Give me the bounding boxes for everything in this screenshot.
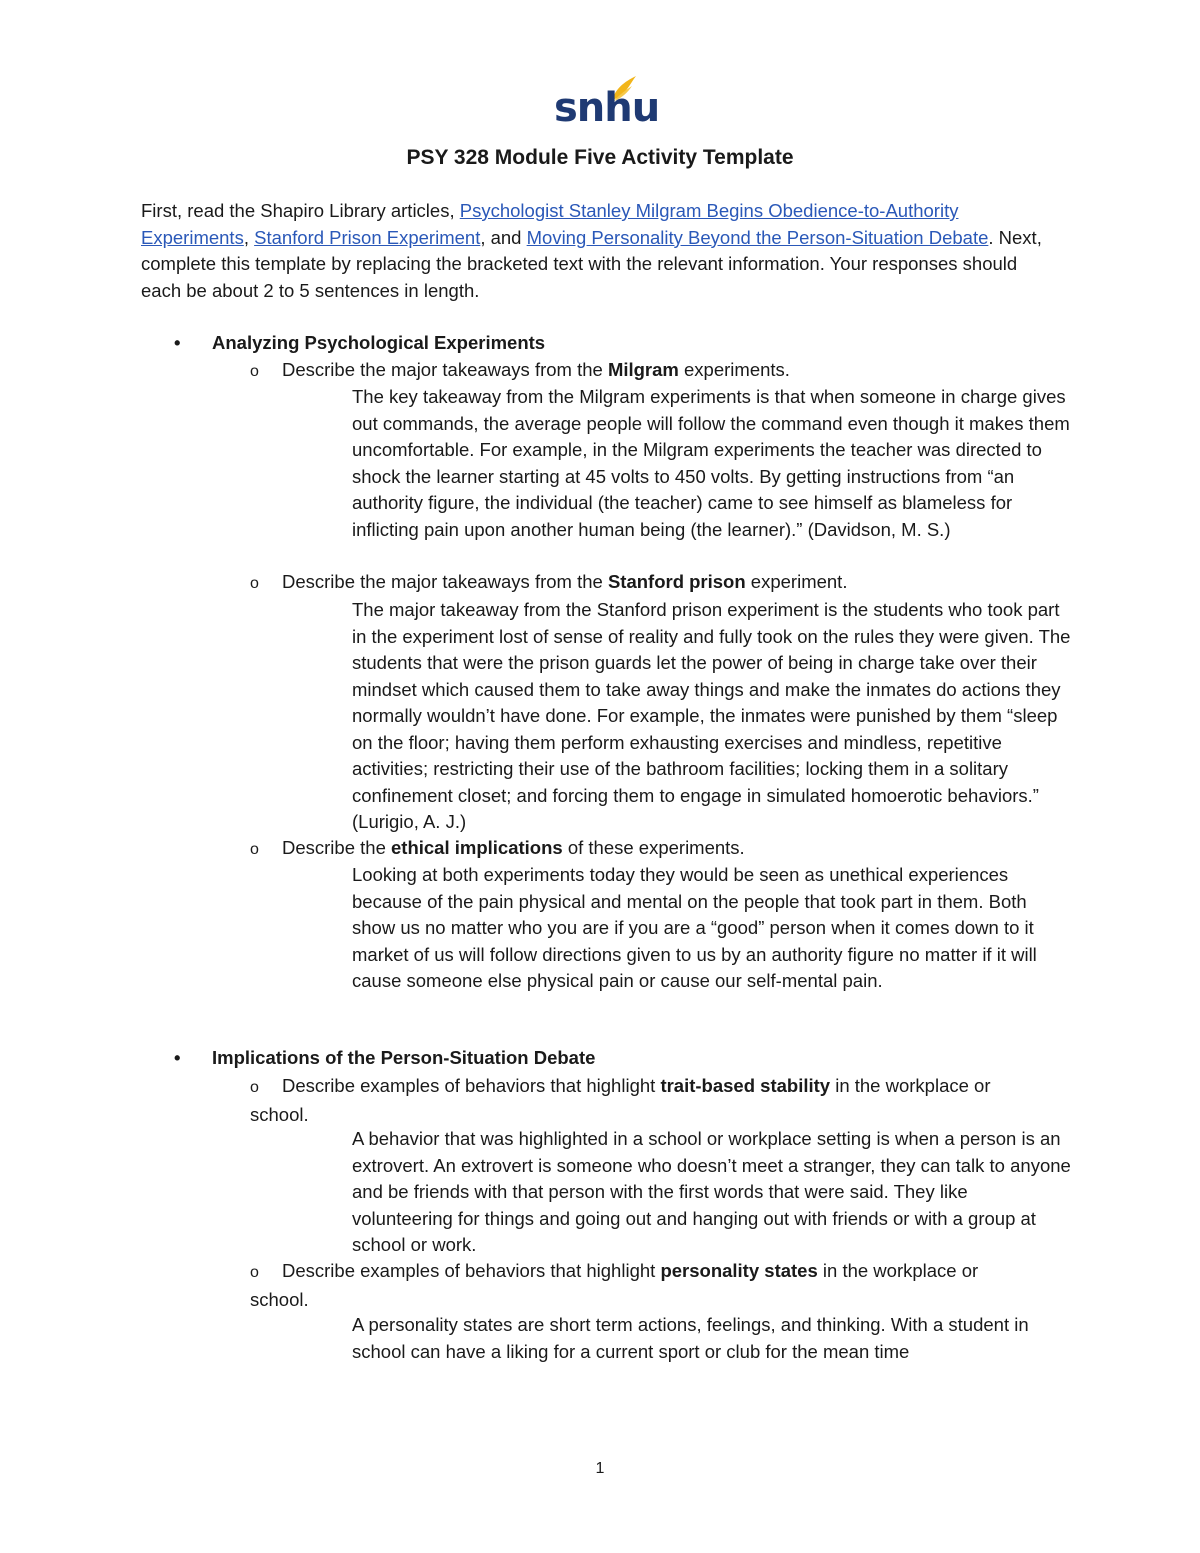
question-pre: Describe examples of behaviors that highlight (282, 1260, 661, 1281)
question-post: experiments. (678, 359, 790, 380)
question-bold: trait-based stability (660, 1075, 831, 1096)
question-bold: ethical implications (391, 837, 563, 858)
question-bold: Milgram (607, 359, 679, 380)
question-post: in the workplace or school. (250, 1260, 979, 1310)
link-milgram-article[interactable]: Psychologist Stanley Milgram Begins Obedience-to-Authority Experiments (141, 200, 959, 248)
question-bold: personality states (660, 1260, 818, 1281)
answer-stanford: The major takeaway from the Stanford prison experiment is the students who took part in the experiment lost of sense of reality and fully took on the rules they were given. The students that were the prison guards let the power of being in charge take over their mindset which caused them to take away things and make the inmates do actions they normally wouldn’t have done. For example, the inmates were punished by them “sleep on the floor; having them perform exhausting exercises and mindless, repetitive activities; restricting their use of the bathroom facilities; locking them in a solitary confinement closet; and forcing them to engage in simulated homoerotic behaviors.” (Lurigio, A. J.) (352, 599, 1071, 832)
section-heading-text: Implications of the Person-Situation Debate (212, 1047, 596, 1068)
sub-bullet-icon: o (250, 841, 259, 858)
question-personality-states (250, 1258, 1030, 1313)
intro-tail: . Next, complete this template by replacing the bracketed text with the relevant information. Your responses should each be about 2 to 5 sentences in length. (141, 226, 1042, 301)
question-milgram (250, 357, 1070, 386)
question-pre: Describe the major takeaways from the (282, 359, 608, 380)
intro-lead: First, read the Shapiro Library articles, (141, 200, 460, 221)
bullet-icon: • (174, 1047, 181, 1068)
question-post: experiment. (745, 571, 848, 592)
link-stanford-article[interactable]: Stanford Prison Experiment (254, 226, 481, 248)
snhu-logo (548, 74, 660, 134)
sub-bullet-icon: o (250, 1079, 259, 1096)
question-bold: Stanford prison (607, 571, 746, 592)
section-heading-text: Analyzing Psychological Experiments (212, 332, 546, 353)
answer-trait-stability: A behavior that was highlighted in a school or workplace setting is when a person is an extrovert. An extrovert is someone who doesn’t meet a stranger, they can talk to anyone and be friends with that person with the first words that were said. They like volunteering for things and going out and hanging out with friends or with a group at school or work. (352, 1128, 1071, 1255)
question-trait-stability (250, 1073, 1050, 1128)
intro-sep-2: , and (480, 226, 527, 248)
question-pre: Describe the (282, 837, 391, 858)
page-number: 1 (595, 1460, 605, 1477)
bullet-icon: • (174, 332, 181, 353)
question-post: in the workplace or school. (250, 1075, 991, 1125)
link-person-situation-article[interactable]: Moving Personality Beyond the Person-Situation Debate (526, 226, 989, 248)
answer-ethics: Looking at both experiments today they would be seen as unethical experiences because of the pain physical and mental on the people that took part in them. Both show us no matter who you are if you are a “good” person when it comes down to it market of us will follow directions given to us by an authority figure no matter if it will cause someone else physical pain or cause our self-mental pain. (352, 864, 1037, 991)
logo-wordmark: snhu (554, 85, 660, 131)
intro-paragraph (141, 198, 1061, 304)
answer-personality-states: A personality states are short term actions, feelings, and thinking. With a student in school can have a liking for a current sport or club for the mean time (352, 1314, 1029, 1362)
question-stanford (250, 569, 1070, 598)
sub-bullet-icon: o (250, 1264, 259, 1281)
section-heading-experiments (174, 330, 545, 356)
intro-sep-1: , (243, 226, 255, 248)
question-ethics (250, 835, 1070, 864)
question-pre: Describe examples of behaviors that highlight (282, 1075, 661, 1096)
question-pre: Describe the major takeaways from the (282, 571, 608, 592)
page-title: PSY 328 Module Five Activity Template (406, 146, 794, 169)
section-heading-person-situation (174, 1045, 595, 1071)
sub-bullet-icon: o (250, 575, 259, 592)
sub-bullet-icon: o (250, 363, 259, 380)
answer-milgram: The key takeaway from the Milgram experiments is that when someone in charge gives out commands, the average people will follow the command even though it makes them uncomfortable. For example, in the Milgram experiments the teacher was directed to shock the learner starting at 45 volts to 450 volts. By getting instructions from “an authority figure, the individual (the teacher) came to see himself as blameless for inflicting pain upon another human being (the learner).” (Davidson, M. S.) (352, 386, 1070, 540)
question-post: of these experiments. (562, 837, 745, 858)
